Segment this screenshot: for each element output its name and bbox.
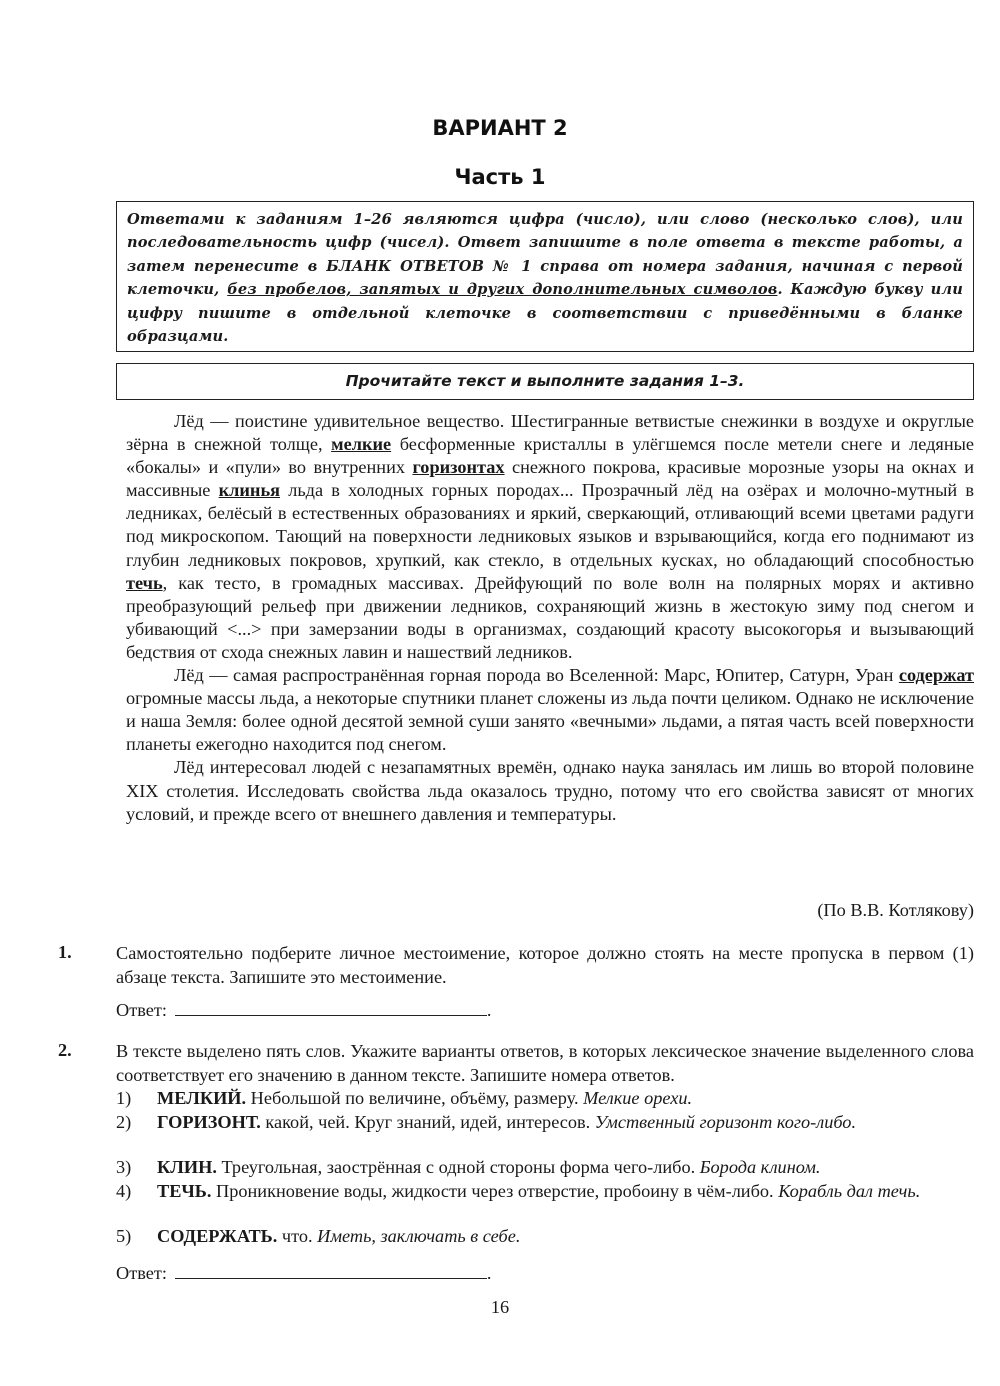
option-example: Борода клином. [699, 1157, 821, 1177]
page-number: 16 [490, 1297, 510, 1317]
task-2-answer-field[interactable] [175, 1260, 487, 1279]
task-1-answer-field[interactable] [175, 997, 487, 1016]
option-definition: Небольшой по величине, объёму, размеру. [246, 1088, 584, 1108]
passage-text: , как тесто, в громадных массивах. Дрейфующий по воле волн на полярных морях и активно преобразующий рельеф при движении ледников, сохраняющий жизнь в жестокую зиму под снегом и убивающий <...> при замерзании воды в организмах, создающий красоту высокогорья и вызывающий бедствия от схода снежных лавин и нашествий ледников. [126, 572, 974, 662]
answer-label: Ответ: [116, 1000, 167, 1020]
variant-title: ВАРИАНТ 2 [432, 116, 568, 140]
option-number: 5) [116, 1226, 132, 1246]
answer-end: . [486, 1263, 492, 1283]
option-word: СОДЕРЖАТЬ. [157, 1226, 278, 1246]
option-number: 2) [116, 1112, 132, 1132]
part-title: Часть 1 [454, 165, 546, 189]
instructions-text: Ответами к заданиям 1–26 являются цифра (число), или слово (несколько слов), или последовательность цифр (чисел). Ответ запишите в поле ответа в тексте работы, а затем перенесите в БЛАНК ОТВЕТОВ № 1 справа от номера задания, начиная с первой клеточки, [127, 211, 963, 299]
instructions-box [116, 201, 974, 352]
option-definition: Проникновение воды, жидкости через отверстие, пробоину в чём-либо. [211, 1181, 779, 1201]
task-2-text: В тексте выделено пять слов. Укажите варианты ответов, в которых лексическое значение выделенного слова соответствует его значению в данном тексте. Запишите номера ответов. [116, 1041, 974, 1085]
highlighted-word-melkie: мелкие [331, 434, 392, 455]
highlighted-word-klinya: клинья [218, 480, 281, 501]
option-definition: какой, чей. Круг знаний, идей, интересов. [260, 1112, 595, 1132]
option-number: 1) [116, 1088, 132, 1108]
option-example: Корабль дал течь. [778, 1181, 921, 1201]
option-number: 3) [116, 1157, 132, 1177]
option-number: 4) [116, 1181, 132, 1201]
task-2-option [116, 1111, 974, 1135]
highlighted-word-tech: течь [126, 572, 163, 593]
highlighted-word-soderzhat: содержат [898, 665, 974, 686]
passage-paragraph-1 [126, 410, 974, 664]
answer-label: Ответ: [116, 1263, 167, 1283]
option-word: ГОРИЗОНТ. [157, 1112, 261, 1132]
task-2-option [116, 1180, 974, 1204]
option-example: Иметь, заключать в себе. [317, 1226, 521, 1246]
instructions-underlined: без пробелов, запятых и других дополнительных символов [227, 281, 778, 299]
option-word: ТЕЧЬ. [157, 1181, 212, 1201]
task-1-number: 1. [58, 942, 72, 962]
task-1-answer [116, 997, 491, 1021]
highlighted-word-gorizontah: горизонтах [412, 457, 505, 478]
passage-text: Лёд — поистине удивительное вещество. Шестигранные ветвистые снежинки в воздухе и округлые зёрна в снежной толще, [126, 411, 974, 455]
option-word: КЛИН. [157, 1157, 217, 1177]
option-definition: что. [277, 1226, 318, 1246]
task-2-option [116, 1156, 974, 1180]
passage-text: бесформенные кристаллы в улёгшемся после метели снеге и ледяные «бокалы» и «пули» во внутренних [126, 434, 975, 478]
option-example: Умственный горизонт кого-либо. [594, 1112, 857, 1132]
option-example: Мелкие орехи. [583, 1088, 693, 1108]
task-2-option [116, 1087, 974, 1111]
task-2-number: 2. [58, 1040, 72, 1060]
passage-paragraph-2 [126, 664, 974, 756]
instructions-text-end: . Каждую букву или цифру пишите в отдельной клеточке в соответствии с приведёнными в бланке образцами. [127, 281, 963, 346]
option-definition: Треугольная, заострённая с одной стороны форма чего-либо. [216, 1157, 700, 1177]
passage-attribution: (По В.В. Котлякову) [817, 900, 974, 920]
passage-text: огромные массы льда, а некоторые спутники планет сложены из льда почти целиком. Однако не исключение и наша Земля: более одной десятой земной суши занято «вечными» льдами, а пятая часть всей поверхности планеты ежегодно находится под снегом. [126, 688, 974, 755]
option-word: МЕЛКИЙ. [157, 1088, 247, 1108]
task-2-option [116, 1225, 974, 1249]
read-instruction-box [116, 363, 974, 400]
passage-text: Лёд — самая распространённая горная порода во Вселенной: Марс, Юпитер, Сатурн, Уран [174, 665, 899, 686]
task-2-answer [116, 1260, 491, 1284]
passage-text: снежного покрова, красивые морозные узоры на окнах и массивные [126, 457, 974, 501]
read-instruction: Прочитайте текст и выполните задания 1–3. [345, 372, 745, 390]
answer-end: . [486, 1000, 492, 1020]
task-1-text: Самостоятельно подберите личное местоимение, которое должно стоять на месте пропуска в первом (1) абзаце текста. Запишите это местоимение. [116, 943, 974, 987]
passage-text: льда в холодных горных породах... Прозрачный лёд на озёрах и молочно-мутный в ледниках, белёсый в естественных образованиях и яркий, сверкающий, отливающий всеми цветами радуги под микроскопом. Тающий на поверхности ледниковых языков и взрывающийся, когда его поднимают из глубин ледниковых покровов, хрупкий, как стекло, в отдельных кусках, но обладающий способностью [126, 480, 975, 570]
reading-passage [126, 410, 974, 826]
passage-paragraph-3: Лёд интересовал людей с незапамятных времён, однако наука занялась им лишь во второй половине XIX столетия. Исследовать свойства льда оказалось трудно, потому что его свойства зависят от многих условий, и прежде всего от внешнего давления и температуры. [126, 757, 974, 824]
